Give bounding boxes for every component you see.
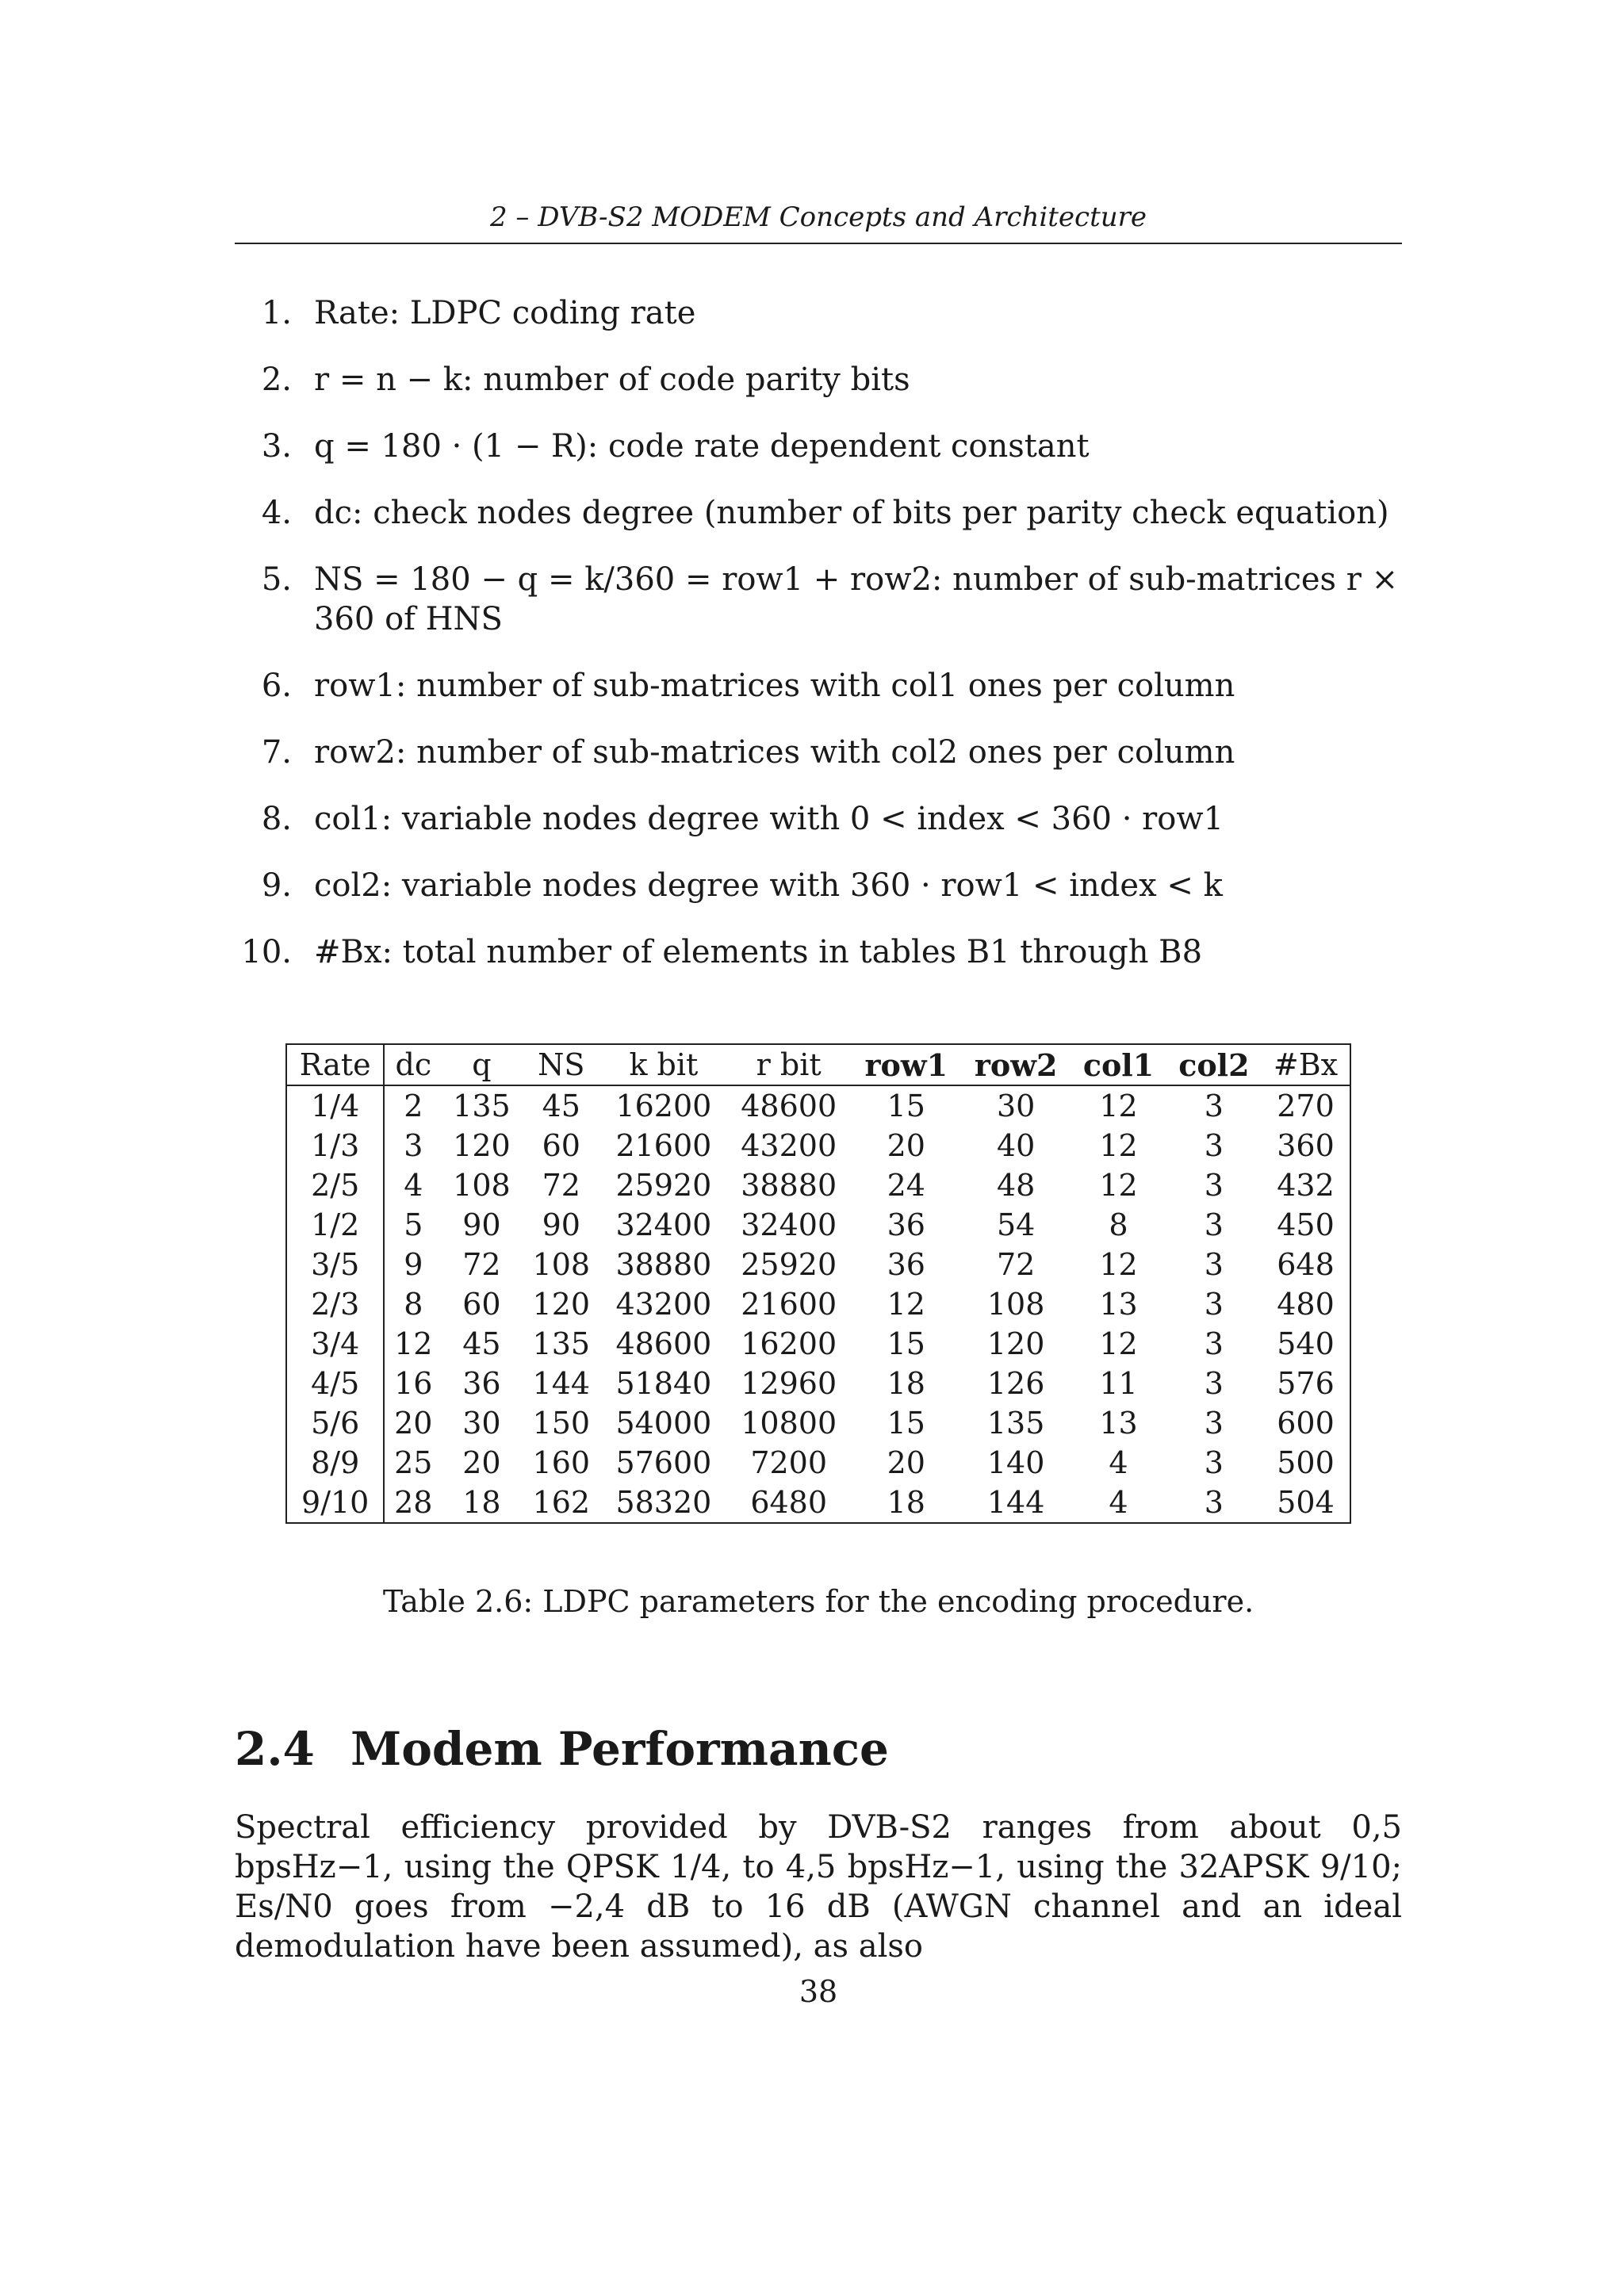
page-number: 38 <box>799 1974 838 2009</box>
table-cell: 108 <box>532 1247 591 1282</box>
list-text: row2: number of sub-matrices with col2 ones per column <box>314 734 1235 771</box>
column-header: q <box>472 1047 492 1082</box>
table-cell: 500 <box>1277 1445 1335 1480</box>
table-cell: 72 <box>996 1247 1036 1282</box>
table-cell: 1/2 <box>286 1205 384 1245</box>
table-row <box>286 1126 1350 1165</box>
list-text: col1: variable nodes degree with 0 < index < 360 · row1 <box>314 801 1224 837</box>
list-text: NS = 180 − q = k/360 = row1 + row2: number of sub-matrices r × 360 of HNS <box>314 561 1399 637</box>
column-header: r bit <box>756 1047 822 1082</box>
table-cell: 120 <box>986 1326 1045 1361</box>
table-cell: 480 <box>1277 1287 1335 1322</box>
table-cell: 20 <box>394 1406 433 1441</box>
table-caption: Table 2.6: LDPC parameters for the encoding procedure. <box>382 1584 1254 1619</box>
table-cell: 18 <box>887 1485 925 1520</box>
table-cell: 162 <box>532 1485 591 1520</box>
table-cell: 10800 <box>741 1406 837 1441</box>
table-cell: 8 <box>1109 1207 1128 1242</box>
table-cell: 15 <box>887 1089 925 1123</box>
section-number: 2.4 <box>235 1722 315 1776</box>
table-cell: 16200 <box>615 1089 712 1123</box>
table-cell: 12 <box>1099 1089 1138 1123</box>
table-cell: 140 <box>986 1445 1045 1480</box>
table-cell: 32400 <box>615 1207 712 1242</box>
table-cell: 15 <box>887 1326 925 1361</box>
table-cell: 12 <box>1099 1326 1138 1361</box>
table-cell: 58320 <box>615 1485 712 1520</box>
table-cell: 21600 <box>615 1128 712 1163</box>
table-cell: 3 <box>1204 1406 1224 1441</box>
list-number: 5. <box>261 561 292 598</box>
table-cell: 160 <box>532 1445 591 1480</box>
table-cell: 9/10 <box>286 1483 384 1523</box>
table-cell: 20 <box>887 1128 925 1163</box>
table-cell: 576 <box>1277 1366 1335 1401</box>
table-cell: 270 <box>1277 1089 1335 1123</box>
table-row <box>286 1165 1350 1205</box>
table-cell: 54000 <box>615 1406 712 1441</box>
table-cell: 45 <box>462 1326 501 1361</box>
table-cell: 648 <box>1277 1247 1335 1282</box>
list-text: r = n − k: number of code parity bits <box>314 362 910 398</box>
running-header: 2 – DVB-S2 MODEM Concepts and Architecture <box>489 201 1147 233</box>
table-cell: 144 <box>532 1366 591 1401</box>
table-header-row <box>286 1044 1350 1085</box>
table-cell: 120 <box>453 1128 511 1163</box>
table-cell: 11 <box>1099 1366 1138 1401</box>
table-cell: 13 <box>1099 1406 1138 1441</box>
table-cell: 3 <box>1204 1287 1224 1322</box>
table-row <box>286 1085 1350 1126</box>
table-cell: 12 <box>394 1326 433 1361</box>
table-cell: 36 <box>887 1207 925 1242</box>
table-cell: 1/3 <box>286 1126 384 1165</box>
list-number: 4. <box>261 495 292 531</box>
list-number: 3. <box>261 428 292 465</box>
table-cell: 108 <box>453 1168 511 1203</box>
list-number: 2. <box>261 362 292 398</box>
table-cell: 30 <box>996 1089 1036 1123</box>
table-cell: 1/4 <box>286 1085 384 1126</box>
table-cell: 3 <box>404 1128 423 1163</box>
table-cell: 90 <box>542 1207 580 1242</box>
table-cell: 3 <box>1204 1366 1224 1401</box>
list-text: q = 180 · (1 − R): code rate dependent constant <box>314 428 1090 465</box>
table-cell: 3 <box>1204 1445 1224 1480</box>
table-cell: 2/3 <box>286 1284 384 1324</box>
table-cell: 36 <box>887 1247 925 1282</box>
table-cell: 3/5 <box>286 1245 384 1284</box>
table-row <box>286 1403 1350 1443</box>
table-cell: 72 <box>462 1247 501 1282</box>
table-cell: 20 <box>462 1445 501 1480</box>
table-cell: 57600 <box>615 1445 712 1480</box>
table-cell: 30 <box>462 1406 501 1441</box>
list-number: 6. <box>261 668 292 704</box>
section-title: Modem Performance <box>350 1722 889 1776</box>
table-cell: 40 <box>996 1128 1036 1163</box>
table-cell: 45 <box>542 1089 580 1123</box>
table-cell: 135 <box>986 1406 1045 1441</box>
list-text: row1: number of sub-matrices with col1 ones per column <box>314 668 1235 704</box>
table-cell: 12 <box>1099 1128 1138 1163</box>
table-cell: 432 <box>1277 1168 1335 1203</box>
table-cell: 43200 <box>741 1128 837 1163</box>
table-cell: 25 <box>394 1445 433 1480</box>
table-cell: 12960 <box>741 1366 837 1401</box>
table-cell: 12 <box>887 1287 925 1322</box>
table-cell: 15 <box>887 1406 925 1441</box>
table-cell: 25920 <box>615 1168 712 1203</box>
column-header: row1 <box>864 1047 948 1083</box>
table-cell: 3 <box>1204 1128 1224 1163</box>
table-cell: 21600 <box>741 1287 837 1322</box>
table-cell: 36 <box>462 1366 501 1401</box>
table-cell: 3/4 <box>286 1324 384 1364</box>
table-cell: 54 <box>996 1207 1036 1242</box>
table-cell: 4 <box>1109 1485 1128 1520</box>
table-cell: 60 <box>462 1287 501 1322</box>
section-heading <box>235 1722 889 1776</box>
table-cell: 3 <box>1204 1089 1224 1123</box>
table-cell: 135 <box>453 1089 511 1123</box>
list-text: Rate: LDPC coding rate <box>314 295 696 331</box>
table-cell: 28 <box>394 1485 433 1520</box>
header-rule <box>235 243 1402 244</box>
table-cell: 72 <box>542 1168 580 1203</box>
table-cell: 20 <box>887 1445 925 1480</box>
table-cell: 3 <box>1204 1326 1224 1361</box>
column-header: row2 <box>974 1047 1058 1083</box>
table-cell: 126 <box>986 1366 1045 1401</box>
list-number: 1. <box>261 295 292 331</box>
table-cell: 108 <box>986 1287 1045 1322</box>
table-cell: 48600 <box>615 1326 712 1361</box>
table-cell: 90 <box>462 1207 501 1242</box>
column-header: #Bx <box>1273 1047 1339 1082</box>
table-cell: 4 <box>404 1168 423 1203</box>
table-row <box>286 1483 1350 1523</box>
body-paragraph: Spectral efficiency provided by DVB-S2 ranges from about 0,5 bpsHz−1, using the QPSK 1/4, to 4,5 bpsHz−1, using the 32APSK 9/10; Es/N0 goes from −2,4 dB to 16 dB (AWGN channel and an ideal demodulation have been assumed), as also <box>235 1809 1402 1965</box>
table-cell: 2/5 <box>286 1165 384 1205</box>
table-cell: 38880 <box>615 1247 712 1282</box>
list-number: 10. <box>241 934 292 970</box>
table-cell: 16200 <box>741 1326 837 1361</box>
list-number: 8. <box>261 801 292 837</box>
table-cell: 16 <box>394 1366 433 1401</box>
table-cell: 3 <box>1204 1168 1224 1203</box>
table-cell: 7200 <box>750 1445 828 1480</box>
table-cell: 38880 <box>741 1168 837 1203</box>
table-row <box>286 1364 1350 1403</box>
table-cell: 18 <box>887 1366 925 1401</box>
table-cell: 4 <box>1109 1445 1128 1480</box>
column-header: k bit <box>629 1047 699 1082</box>
table-cell: 4/5 <box>286 1364 384 1403</box>
table-cell: 51840 <box>615 1366 712 1401</box>
table-cell: 48 <box>996 1168 1036 1203</box>
table-row <box>286 1205 1350 1245</box>
column-header: NS <box>538 1047 585 1082</box>
list-text: #Bx: total number of elements in tables B1 through B8 <box>314 934 1203 970</box>
table-cell: 600 <box>1277 1406 1335 1441</box>
table-cell: 540 <box>1277 1326 1335 1361</box>
list-text: dc: check nodes degree (number of bits per parity check equation) <box>314 495 1389 531</box>
table-cell: 12 <box>1099 1247 1138 1282</box>
table-cell: 3 <box>1204 1207 1224 1242</box>
table-cell: 5/6 <box>286 1403 384 1443</box>
table-cell: 18 <box>462 1485 501 1520</box>
table-cell: 3 <box>1204 1485 1224 1520</box>
table-cell: 135 <box>532 1326 591 1361</box>
column-header: col1 <box>1082 1047 1155 1083</box>
table-cell: 24 <box>887 1168 925 1203</box>
table-row <box>286 1443 1350 1483</box>
table-cell: 5 <box>404 1207 423 1242</box>
table-cell: 43200 <box>615 1287 712 1322</box>
table-cell: 3 <box>1204 1247 1224 1282</box>
table-cell: 32400 <box>741 1207 837 1242</box>
table-cell: 150 <box>532 1406 591 1441</box>
table-cell: 8/9 <box>286 1443 384 1483</box>
table-cell: 450 <box>1277 1207 1335 1242</box>
ldpc-parameters-table <box>285 1043 1351 1524</box>
table-cell: 12 <box>1099 1168 1138 1203</box>
table-cell: 48600 <box>741 1089 837 1123</box>
list-number: 9. <box>261 867 292 904</box>
table-cell: 360 <box>1277 1128 1335 1163</box>
table-cell: 120 <box>532 1287 591 1322</box>
table-cell: 144 <box>986 1485 1045 1520</box>
column-header: Rate <box>286 1044 384 1085</box>
table-cell: 2 <box>404 1089 423 1123</box>
table-row <box>286 1284 1350 1324</box>
table-cell: 504 <box>1277 1485 1335 1520</box>
table-row <box>286 1245 1350 1284</box>
column-header: dc <box>395 1047 432 1082</box>
table-cell: 6480 <box>750 1485 828 1520</box>
table-cell: 13 <box>1099 1287 1138 1322</box>
list-number: 7. <box>261 734 292 771</box>
table-cell: 8 <box>404 1287 423 1322</box>
list-text: col2: variable nodes degree with 360 · row1 < index < k <box>314 867 1223 904</box>
table-cell: 25920 <box>741 1247 837 1282</box>
table-cell: 9 <box>404 1247 423 1282</box>
column-header: col2 <box>1178 1047 1250 1083</box>
table-cell: 60 <box>542 1128 580 1163</box>
table-row <box>286 1324 1350 1364</box>
